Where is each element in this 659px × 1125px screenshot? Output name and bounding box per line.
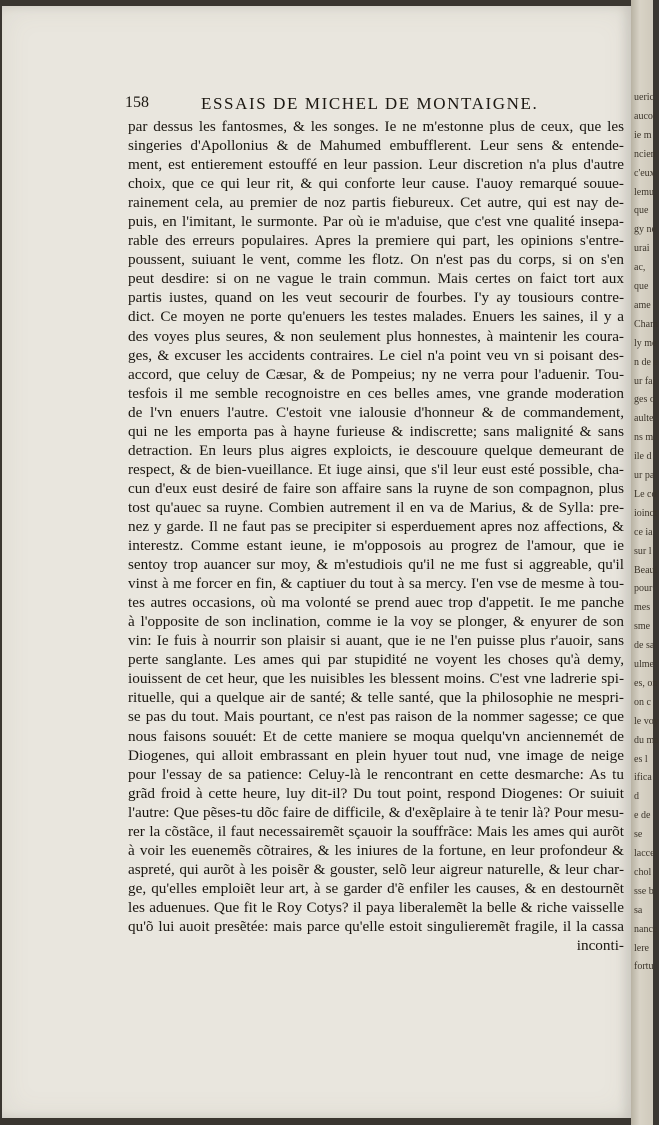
facing-page-fragment: fortu [634,961,654,973]
facing-page-fragment: que [634,205,649,217]
text-line: qui ne les emporta pas à hayne furieuse & indiscrette; sans malignité & sans [128,422,624,440]
text-line: rituelle, qui a quelque air de santé; & telle santé, que la philosophie ne mespri- [128,689,624,707]
text-line: de l'vn enuers l'autre. C'estoit vne ialousie d'honneur & de commandement, [128,403,624,421]
facing-page-fragment: lemu [634,186,654,198]
facing-page-fragment: Beaul [634,564,658,576]
text-line: dict. Ce moyen ne porte qu'enuers les testes malades. Enuers les saines, il y a [128,308,624,326]
facing-page-fragment: ulme [634,659,654,670]
facing-page-fragment: ile d [634,451,652,463]
facing-page-fragment: sa [634,904,643,916]
text-line: cun d'eux eust desiré de faire son affaire sans la ruyne de son compagnon, plus [128,479,624,497]
page-number: 158 [125,94,149,111]
text-line: poussent, suiuant le vent, comme les flotz. On n'est pas du corps, si on s'en [128,251,624,269]
facing-page-fragment: Cham [634,318,658,330]
text-line: pour l'essay de sa patience: Celuy-là le rencontrant en cette desmarche: As tu [128,765,624,783]
facing-page-fragment: chol [634,866,652,878]
facing-page-fragment: es l [634,753,648,765]
text-line: les aduenues. Que fit le Roy Cotys? il paya liberalemẽt la belle & riche vaisselle [128,898,624,916]
text-line: tes autres occasions, où ma volonté se prend auec trop d'appetit. Ie me panche [128,594,624,612]
facing-page-fragment: ie m [634,129,652,141]
facing-page-fragment: pour [634,583,653,595]
text-line: choix, que ce qui leur rit, & qui conforte leur cause. I'auoy remarqué souue- [128,175,624,193]
catchword: inconti- [576,937,624,955]
text-line: peut desdire: si on ne vague le train commun. Mais certes on faict tort aux [128,270,624,288]
text-line: partis iustes, quand on les veut secourir de fourbes. I'y ay tousiours contre- [128,289,624,307]
text-line: l'autre: Que pẽses-tu dõc faire de difficile, & d'exẽplaire à te tenir là? Pour mesu- [128,803,624,821]
text-line: aspreté, qui aurõt à les poisẽr & gouster, selõ leur aigreur naturelle, & leur char- [128,860,624,878]
text-line: puis, en l'imitant, le surmonte. Par où ie m'aduise, que c'est vne qualité insepa- [128,213,624,231]
text-line: rainement cela, au premier de noz partis fiebureux. Cet autre, qui est nay de- [128,194,624,212]
text-line: ment, est entierement estouffé en leur passion. Leur discretion n'a plus d'autre [128,156,624,174]
text-line: sentoy trop auancer sur moy, & m'estudiois qu'il ne me fust si aggreable, qu'il [128,556,624,574]
page-header [125,94,575,116]
text-line: ges, & excuser les accidents contraires. Le ciel n'a point veu vn si poisant des- [128,346,624,364]
text-line: accord, que celuy de Cæsar, & de Pompeius; ny ne verra pour l'aduenir. Tou- [128,365,624,383]
facing-page-fragment: sme [634,621,651,633]
facing-page-fragment: ce ia [634,526,653,538]
text-line: respect, & de bien-vueillance. Et iuge ainsi, que s'il leur eust esté possible, cha- [128,460,624,478]
facing-page-fragment: ueric [634,92,654,103]
text-line: vinst à me forcer en fin, & captiuer du tout à sa mercy. I'en vse de mesme à tou- [128,575,624,593]
facing-page-fragment: lere [634,942,649,954]
text-line: detraction. En leurs plus aigres exploicts, ie descouure quelque demeurant de [128,441,624,459]
body-text [128,117,624,955]
text-line: se pas du tout. Mais pourtant, ce n'est pas raison de la nommer sagesse; ce que [128,708,624,726]
text-line: tesfois il me semble recognoistre en ces belles ames, vne grande moderation [128,384,624,402]
facing-page-fragment: aulte [634,413,654,425]
facing-page-fragment: mes [634,602,651,614]
facing-page-fragment: c'eux [634,167,655,179]
facing-page-fragment: sur l [634,545,652,557]
text-line: grãd froid à cette heure, luy dit-il? Du tout point, respond Diogenes: Or suiuit [128,784,624,802]
facing-page-fragment: que [634,281,649,292]
text-line: iouissent de cet heur, que les nuisibles les blessent moins. C'est vne ladrerie spi- [128,670,624,688]
text-line: Diogenes, qui alloit embrassant en plein hyuer tout nud, vne image de neige [128,746,624,764]
facing-page-fragment: urai [634,243,650,255]
facing-page-fragment: ifica [634,772,652,784]
facing-page-fragment: aucol [634,110,656,122]
facing-page-fragment: se [634,829,643,841]
text-line: à l'opposite de son inclination, comme ie la voy se plonger, & enyurer de son [128,613,624,631]
running-title: ESSAIS DE MICHEL DE MONTAIGNE. [201,94,539,113]
facing-page-fragment: es, on [634,677,658,689]
text-line: interestz. Comme estant ieune, ie m'opposois au progrez de l'amour, que ie [128,537,624,555]
facing-page-fragment: d [634,791,639,803]
text-line: nous faisons souuét: Et de cette maniere se moqua quelqu'vn anciennemét de [128,727,624,745]
facing-page-fragment: ly me [634,337,657,349]
facing-page-fragment: ges o [634,394,655,406]
facing-page-fragment: le voy [634,715,659,727]
facing-page-edge [631,0,659,1125]
text-line: tost qu'auec sa ruyne. Combien autrement il en va de Marius, & de Sylla: pre- [128,498,624,516]
facing-page-fragment: e de [634,810,651,822]
text-line: vin: Ie fuis à nourrir son plaisir si auant, que ie ne l'en puisse plus r'auoir, sans [128,632,624,650]
facing-page-fragment: ns m [634,432,654,444]
facing-page-fragment: ncien [634,148,656,160]
text-line: rable des erreurs populaires. Apres la premiere qui part, les opinions s'entre- [128,232,624,250]
text-line: perte sanglante. Les ames qui par stupidité ne voyent les choses qu'à demy, [128,651,624,669]
text-line: à voir les euenemẽs cõtraires, & les iniures de la fortune, en leur profondeur & [128,841,624,859]
text-line: qu'õ lui auoit presẽtée: mais parce qu'elle estoit singulieremẽt fragile, il la cassa [128,917,624,935]
facing-page-fragment: du ma [634,734,659,746]
facing-page-fragment: ioinct [634,507,657,519]
facing-page-fragment: nance [634,923,658,935]
facing-page-fragment: on c [634,696,651,708]
text-line: par dessus les fantosmes, & les songes. Ie ne m'estonne plus de ceux, que les [128,118,624,135]
text-line: des voyes plus seures, & non seulement plus honnestes, à maintenir les coura- [128,327,624,345]
facing-page-fragment: n de e [634,356,658,368]
facing-page-fragment: de sa [634,640,655,652]
text-line: rer la cõstãce, il faut necessairemẽt sçauoir la souffrãce: Mais les ames qui aurõt [128,822,624,840]
facing-page-fragment: lacce [634,848,655,859]
text-line: singeries d'Apollonius & de Mahumed embufflerent. Leur sens & entende- [128,137,624,155]
facing-page-fragment: gy ne [634,224,656,236]
facing-page-fragment: ur pa [634,470,655,481]
facing-page-fragment: sse b [634,885,654,897]
facing-page-fragment: Le co [634,488,657,500]
facing-page-fragment: ac, [634,262,646,274]
facing-page-fragment: ur fai [634,375,656,387]
facing-page-fragment: ame [634,299,651,311]
text-line: ge, qu'elles emploiẽt leur art, à se garder d'ẽ enfiler les causes, & en destournẽt [128,879,624,897]
text-line: nez y garde. Il ne faut pas se precipiter si esperduement apres noz affections, & [128,517,624,535]
